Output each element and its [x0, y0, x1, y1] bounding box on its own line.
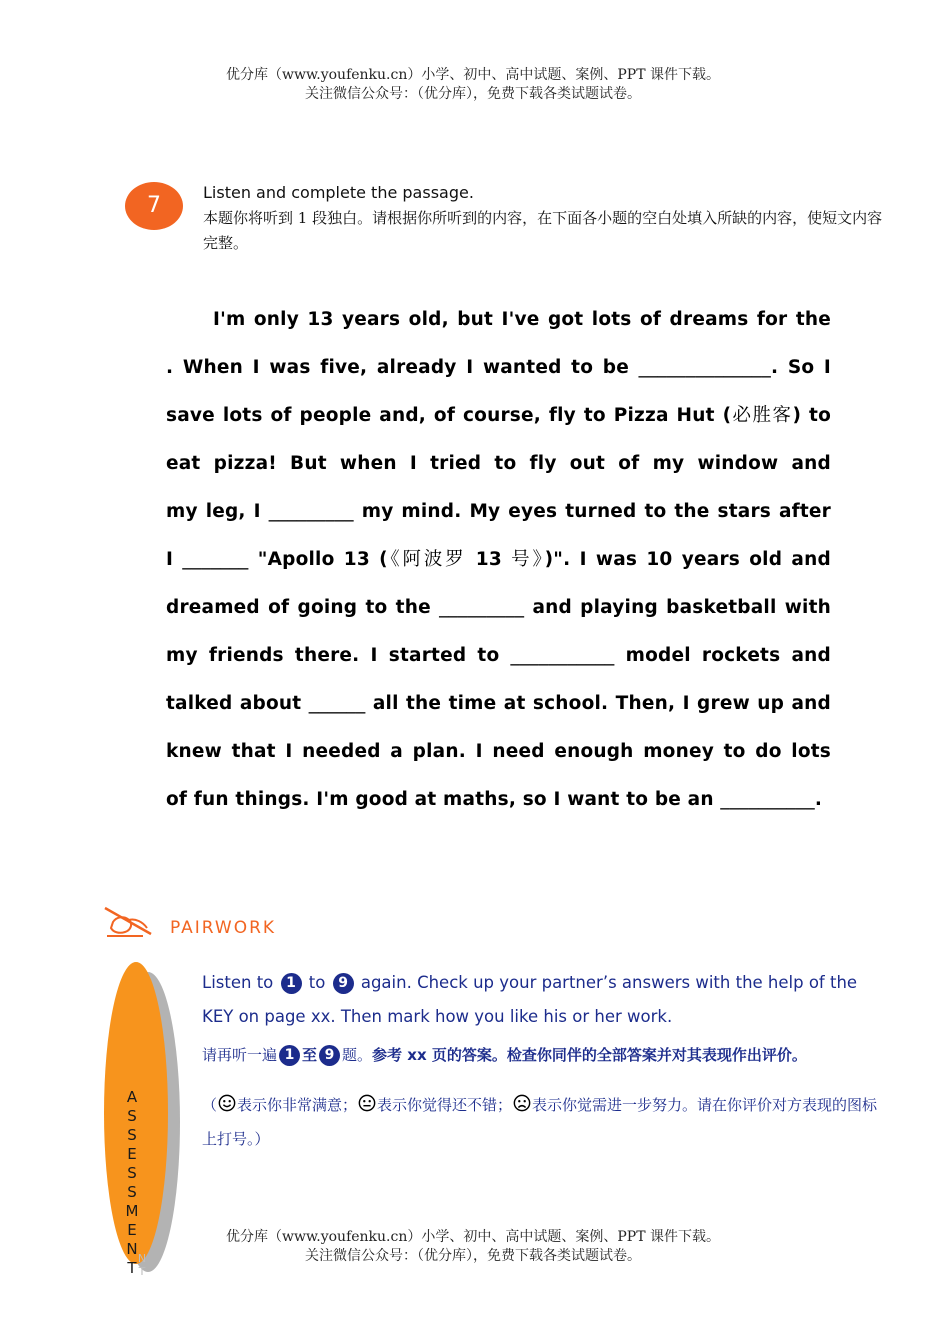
- vertical-letter: E: [127, 1145, 137, 1163]
- pairwork-text: Listen to: [202, 973, 274, 992]
- passage-text: dreamed of going to the: [166, 597, 431, 618]
- neutral-face-icon[interactable]: [358, 1094, 376, 1112]
- instruction-chinese: 本题你将听到 1 段独白。请根据你所听到的内容，在下面各小题的空白处填入所缺的内容，使短文内容完整。: [203, 209, 883, 252]
- pairwork-instruction-english: [202, 966, 892, 1034]
- passage-text: eat pizza! But when I tried to fly out of my window and: [166, 453, 831, 474]
- pairwork-text: （: [202, 1096, 218, 1114]
- question-number-badge: 7: [125, 182, 183, 230]
- passage-line: [166, 728, 831, 776]
- passage-chinese-note: 必胜客: [731, 405, 793, 426]
- passage-text: my friends there. I started to: [166, 645, 500, 666]
- passage-text: ) to: [792, 405, 831, 426]
- passage-text: of fun things. I'm good at maths, so I want to be an: [166, 789, 714, 810]
- passage-text: save lots of people and, of course, fly to Pizza Hut (: [166, 405, 732, 426]
- passage-line: [166, 536, 831, 584]
- pairwork-title: PAIRWORK: [170, 918, 277, 938]
- vertical-letter: A: [126, 1088, 138, 1106]
- pairwork-instruction-chinese: [202, 1040, 892, 1070]
- vertical-letter: S: [127, 1126, 137, 1144]
- passage-text: all the time at school. Then, I grew up and: [372, 693, 831, 714]
- number-badge-9: 9: [319, 1045, 340, 1066]
- pairwork-text: 表示你觉需进一步努力。请在你评价对方表现的图标上打号。）: [202, 1096, 878, 1148]
- passage-text: model rockets and: [625, 645, 831, 666]
- number-badge-1: 1: [279, 1045, 300, 1066]
- passage-chinese-note: 号》: [511, 549, 545, 570]
- pairwork-text: 至: [302, 1046, 318, 1064]
- vertical-letter: N: [137, 1252, 147, 1265]
- passage-line: [166, 344, 831, 392]
- footer-line-1: 优分库（www.youfenku.cn）小学、初中、高中试题、案例、PPT 课件下载。: [225, 1229, 720, 1245]
- passage-text: talked about: [166, 693, 302, 714]
- number-badge-9: 9: [333, 973, 354, 994]
- passage-line: [166, 392, 831, 440]
- passage-text: my leg, I: [166, 501, 261, 522]
- header-line-1: 优分库（www.youfenku.cn）小学、初中、高中试题、案例、PPT 课件下载。: [225, 67, 720, 83]
- header-line-2: 关注微信公众号：（优分库），免费下载各类试题试卷。: [305, 86, 641, 102]
- passage-line: [166, 584, 831, 632]
- passage-text: my mind. My eyes turned to the stars after: [361, 501, 831, 522]
- passage-line: [166, 488, 831, 536]
- happy-face-icon[interactable]: [218, 1094, 236, 1112]
- blank-2[interactable]: _________: [268, 501, 354, 522]
- pairwork-text: 题。: [342, 1046, 373, 1064]
- vertical-letter: M: [125, 1202, 139, 1220]
- vertical-letter: S: [127, 1107, 137, 1125]
- blank-4[interactable]: _________: [439, 597, 525, 618]
- passage-text: . When I was five, already I wanted to be: [166, 357, 629, 378]
- passage-text: 13: [475, 549, 502, 570]
- sad-face-icon[interactable]: [513, 1094, 531, 1112]
- passage-text: I: [166, 549, 174, 570]
- passage-text: I'm only 13 years old, but I've got lots of dreams for the: [213, 309, 831, 330]
- passage-text: "Apollo 13 (: [257, 549, 388, 570]
- passage-text: .: [814, 789, 823, 810]
- footer-line-2: 关注微信公众号：（优分库），免费下载各类试题试卷。: [305, 1248, 641, 1264]
- pairwork-text: again. Check up your partner’s answers with the help of the KEY on page xx. Then mark how you like his or her work.: [202, 973, 858, 1026]
- passage-text: and playing basketball with: [532, 597, 831, 618]
- passage-line: [166, 440, 831, 488]
- instruction-english: Listen and complete the passage.: [203, 183, 474, 202]
- blank-1[interactable]: ______________: [638, 357, 771, 378]
- passage-line: [166, 632, 831, 680]
- page-footer: [0, 1228, 950, 1266]
- page-header: [0, 66, 950, 104]
- passage-line: [166, 776, 831, 824]
- pairwork-text: 参考 xx 页的答案。检查你同伴的全部答案并对其表现作出评价。: [372, 1046, 807, 1064]
- pairwork-text: 表示你觉得还不错；: [377, 1096, 513, 1114]
- pairwork-text: 请再听一遍: [202, 1046, 278, 1064]
- vertical-letter: T: [127, 1259, 137, 1277]
- number-badge-1: 1: [281, 973, 302, 994]
- blank-3[interactable]: _______: [182, 549, 249, 570]
- pen-hand-icon: [103, 902, 155, 940]
- blank-5[interactable]: ___________: [510, 645, 615, 666]
- passage-line: [166, 680, 831, 728]
- passage-text: knew that I needed a plan. I need enough money to do lots: [166, 741, 831, 762]
- blank-7[interactable]: __________: [720, 789, 815, 810]
- passage-text: )". I was 10 years old and: [544, 549, 831, 570]
- passage: [166, 296, 831, 824]
- vertical-letter: N: [126, 1240, 138, 1258]
- passage-chinese-note: 《阿波罗: [387, 549, 467, 570]
- pairwork-text: 表示你非常满意；: [237, 1096, 358, 1114]
- blank-6[interactable]: ______: [308, 693, 366, 714]
- vertical-letter: T: [138, 1265, 146, 1278]
- vertical-letter: E: [127, 1221, 137, 1239]
- vertical-letter: S: [127, 1164, 137, 1182]
- passage-text: . So I: [770, 357, 831, 378]
- vertical-letter: S: [127, 1183, 137, 1201]
- passage-line: [166, 296, 831, 344]
- pairwork-rating-note: [202, 1088, 892, 1156]
- pairwork-text: to: [308, 973, 326, 992]
